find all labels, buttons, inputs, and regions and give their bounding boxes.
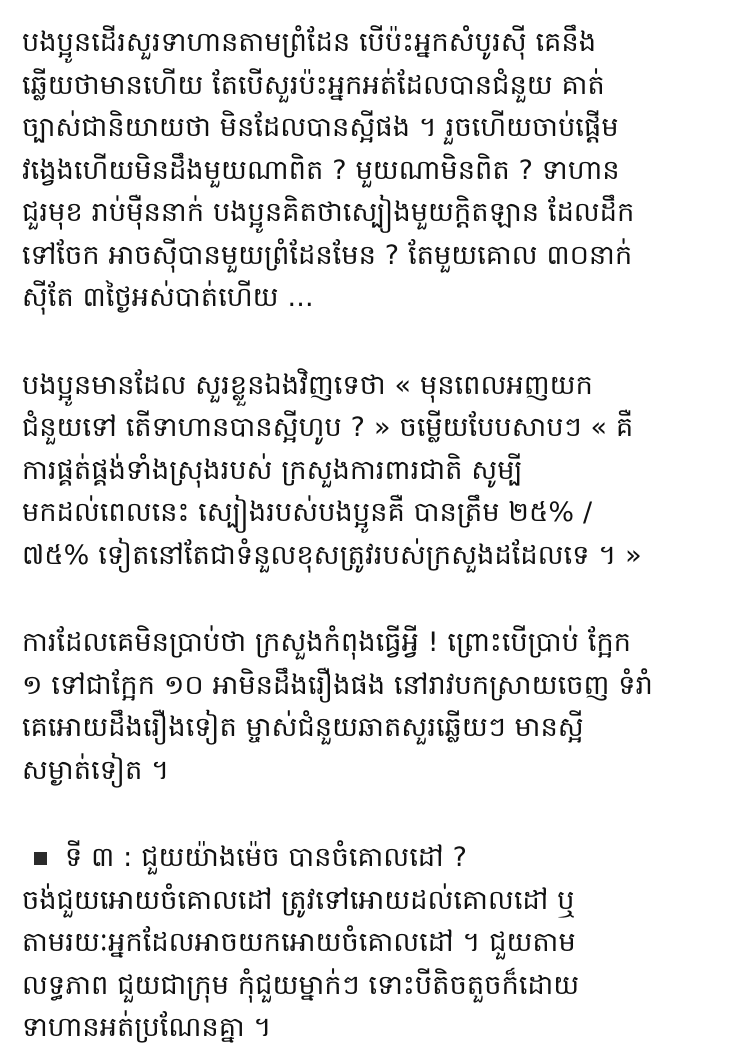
paragraph-line: ការដែលគេមិនប្រាប់ថា ក្រសួងកំពុងធ្វើអ្វី ! ព្រោះបើប្រាប់ ក្អែក [22,627,632,658]
paragraph-line: ឆ្លើយថាមានហើយ តែបើសួរប៉ះអ្នកអត់ដែលបានជំនួយ គាត់ [22,69,605,101]
paragraph-line: ជំនួយទៅ តើទាហានបានស្អីហូប ? » ចម្លើយបែបសាបៗ « គឺ [22,412,634,443]
paragraph-line: សម្ងាត់ទៀត ។ [22,754,170,786]
paragraph-line: ច្បាស់ជានិយាយថា មិនដែលបានស្អីផង ។ រួចហើយចាប់ផ្តើម [22,112,619,143]
paragraph-line: បងប្អូនមានដែល សួរខ្លួនឯងវិញទេថា « មុនពេលអញយក [22,369,593,401]
paragraph-line: វង្វេងហើយមិនដឹងមួយណាពិត ? មួយណាមិនពិត ? ទាហាន [22,154,620,186]
paragraph-line: ទៅចែក អាចស៊ីបានមួយព្រំដែនមែន ? តែមួយគោល ៣០នាក់ [22,239,633,271]
section-heading [22,837,710,880]
square-bullet-icon [34,852,47,865]
paragraph-2 [22,365,710,578]
section-spacer [22,792,710,837]
section-line: តាមរយៈអ្នកដែលអាចយកអោយចំគោលដៅ ។ ជួយតាម [22,927,576,958]
paragraph-line: ៧៥% ទៀតនៅតែជាទំនួលខុសត្រូវរបស់ក្រសួងដដែលទេ ។ » [22,539,642,571]
paragraph-line: មកដល់ពេលនេះ ស្បៀងរបស់បងប្អូនគឺ បានត្រឹម ២៥% / [22,497,593,528]
paragraph-line: ស៊ីតែ ៣ថ្ងៃអស់បាត់ហើយ ... [22,282,314,313]
section-heading-text: ទី ៣ : ជួយយ៉ាងម៉េច បានចំគោលដៅ ? [65,842,468,873]
paragraph-line: បងប្អូនដើរសួរទាហានតាមព្រំដែន បើប៉ះអ្នកសំបូរស៊ី គេនឹង [22,27,597,58]
paragraph-line: ការផ្គត់ផ្គង់ទាំងស្រុងរបស់ ក្រសួងការពារជាតិ សូម្បី [22,454,523,486]
paragraph-line: ជួរមុខ រាប់ម៉ឺននាក់ បងប្អូនគិតថាស្បៀងមួយក្តិតឡាន ដែលដឹក [22,197,635,228]
paragraph-line: គេអោយដឹងរឿងទៀត ម្ចាស់ជំនួយឆាតសួរឆ្លើយៗ មានស្អី [22,712,584,743]
paragraph-line: ១ ទៅជាក្អែក ១០ អាមិនដឹងរឿងផង នៅរាវបកស្រាយចេញ ទំរាំ [22,669,653,701]
section-line: ទាហានអត់ប្រណែនគ្នា ។ [22,1012,272,1043]
paragraph-spacer [22,320,710,365]
paragraph-3 [22,622,710,792]
paragraph-1 [22,22,710,320]
section-line: លទ្ធភាព ជួយជាក្រុម កុំជួយម្នាក់ៗ ទោះបីតិចតួចក៏ដោយ [22,969,580,1001]
section-3 [22,837,710,1050]
section-line: ចង់ជួយអោយចំគោលដៅ ត្រូវទៅអោយដល់គោលដៅ ឬ [22,884,575,916]
paragraph-spacer [22,577,710,622]
